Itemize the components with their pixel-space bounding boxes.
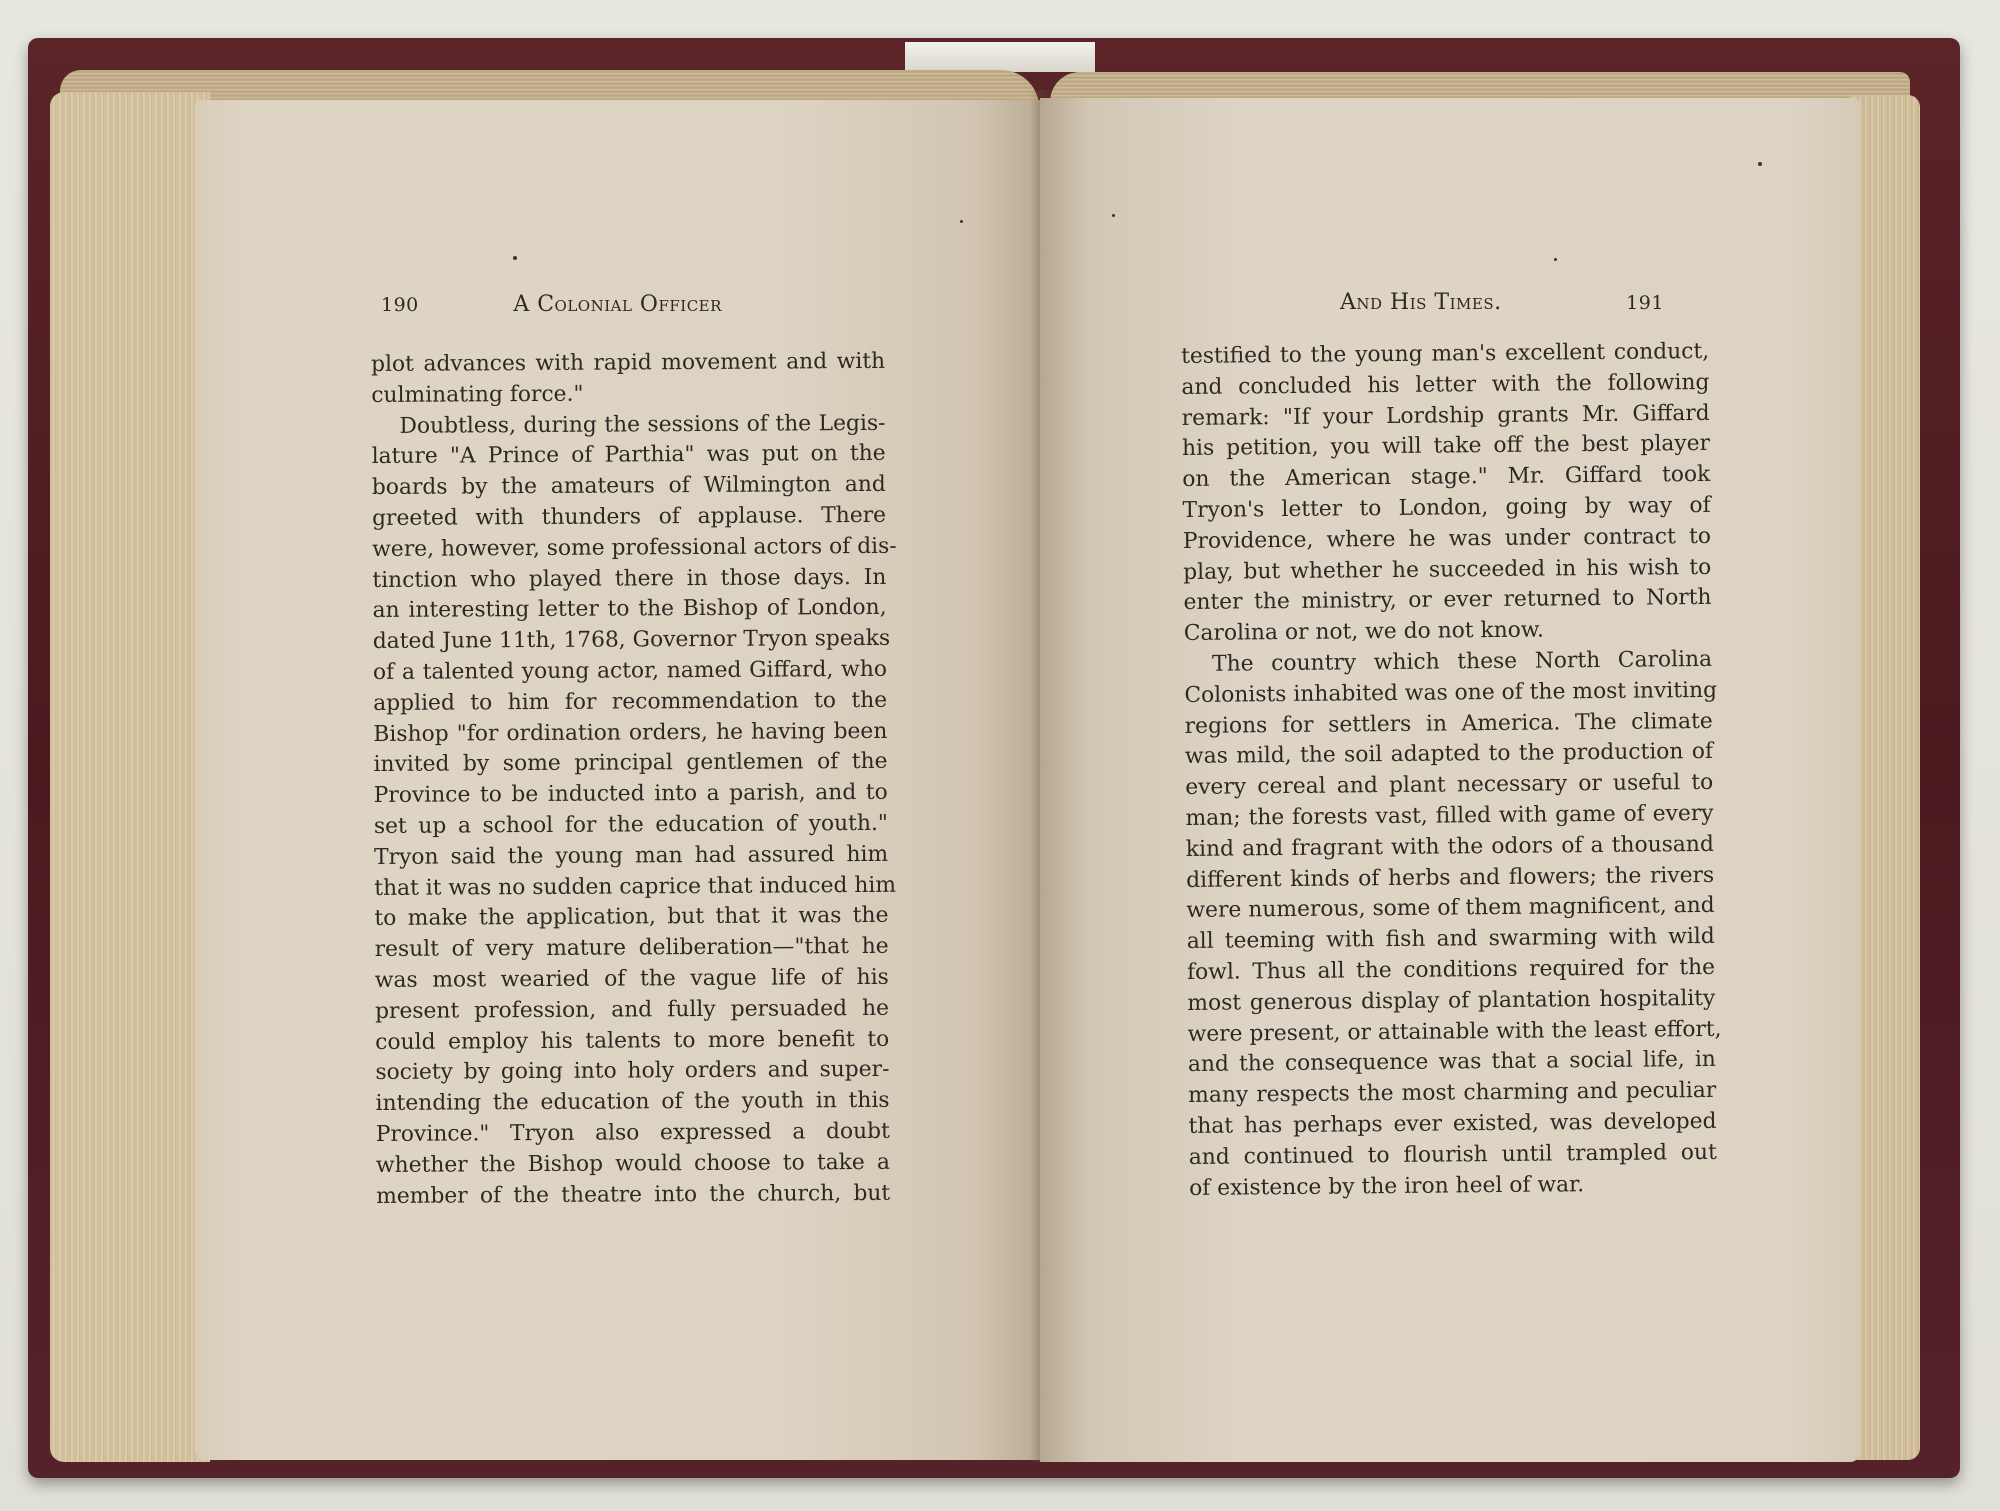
text-line: Province to be inducted into a parish, and to xyxy=(373,780,888,809)
text-line: an interesting letter to the Bishop of London, xyxy=(372,595,887,624)
dust-speck xyxy=(1554,258,1557,261)
text-line: Bishop "for ordination orders, he having been xyxy=(373,718,888,747)
text-line: intending the education of the youth in this xyxy=(375,1087,890,1117)
text-line: was mild, the soil adapted to the production of xyxy=(1184,739,1714,770)
text-line: present profession, and fully persuaded he xyxy=(374,995,890,1024)
text-line: Doubtless, during the sessions of the Legis- xyxy=(399,410,886,439)
text-line: and the consequence was that a social life, in xyxy=(1187,1047,1717,1078)
text-line: of existence by the iron heel of war. xyxy=(1189,1171,1585,1201)
left-page-body xyxy=(371,347,897,1212)
text-line: The country which these North Carolina xyxy=(1211,646,1713,677)
text-line: Colonists inhabited was one of the most inviting xyxy=(1184,677,1718,708)
text-line: to make the application, but that it was the xyxy=(374,903,889,932)
text-line: member of the theatre into the church, but xyxy=(376,1180,891,1209)
text-line: man; the forests vast, filled with game of every xyxy=(1185,800,1714,831)
text-line: were, however, some professional actors of dis- xyxy=(372,533,897,562)
left-page-stack xyxy=(50,92,210,1462)
text-line: all teeming with fish and swarming with wild xyxy=(1186,924,1715,955)
running-title: And His Times. xyxy=(1340,290,1502,315)
text-line: testified to the young man's excellent conduct, xyxy=(1181,338,1710,369)
left-page xyxy=(195,100,1040,1460)
text-line: every cereal and plant necessary or useful to xyxy=(1185,770,1714,801)
right-page xyxy=(1040,98,1860,1462)
dust-speck xyxy=(1112,214,1115,217)
page-number: 191 xyxy=(1626,292,1664,314)
text-line: and continued to flourish until trampled out xyxy=(1188,1139,1717,1170)
text-line: kind and fragrant with the odors of a thousand xyxy=(1185,831,1714,862)
text-line: and concluded his letter with the following xyxy=(1181,369,1710,400)
text-line: applied to him for recommendation to the xyxy=(373,687,888,716)
text-line: lature "A Prince of Parthia" was put on the xyxy=(371,441,886,470)
text-line: were present, or attainable with the least effort, xyxy=(1187,1016,1722,1047)
text-line: his petition, you will take off the best player xyxy=(1181,431,1711,462)
dust-speck xyxy=(513,256,517,260)
text-line: Carolina or not, we do not know. xyxy=(1183,617,1544,647)
text-line: tinction who played there in those days. In xyxy=(372,564,887,593)
text-line: of a talented young actor, named Giffard, who xyxy=(372,656,888,685)
text-line: Tryon's letter to London, going by way of xyxy=(1182,492,1711,523)
text-line: many respects the most charming and peculiar xyxy=(1188,1078,1717,1109)
running-title: A Colonial Officer xyxy=(513,292,722,317)
text-line: regions for settlers in America. The climate xyxy=(1184,708,1713,739)
text-line: that has perhaps ever existed, was developed xyxy=(1188,1108,1717,1139)
text-line: set up a school for the education of youth." xyxy=(373,810,888,839)
text-line: boards by the amateurs of Wilmington and xyxy=(371,472,886,501)
text-line: greeted with thunders of applause. There xyxy=(371,502,887,531)
text-line: different kinds of herbs and flowers; the rivers xyxy=(1186,862,1715,893)
text-line: plot advances with rapid movement and with xyxy=(371,348,886,377)
spine-gap xyxy=(905,42,1095,72)
left-page-header xyxy=(381,292,722,317)
text-line: play, but whether he succeeded in his wish to xyxy=(1183,554,1712,585)
text-line: society by going into holy orders and super- xyxy=(375,1057,890,1086)
text-line: result of very mature deliberation—"that he xyxy=(374,933,889,963)
text-line: on the American stage." Mr. Giffard took xyxy=(1182,462,1711,493)
dust-speck xyxy=(1758,162,1762,166)
text-line: could employ his talents to more benefit to xyxy=(375,1026,890,1055)
text-line: that it was no sudden caprice that induced him xyxy=(374,872,897,901)
right-page-body xyxy=(1181,337,1722,1204)
text-line: were numerous, some of them magnificent, and xyxy=(1186,893,1715,924)
dust-speck xyxy=(960,220,963,223)
text-line: whether the Bishop would choose to take a xyxy=(375,1149,891,1178)
text-line: was most wearied of the vague life of his xyxy=(374,964,889,993)
text-line: Province." Tryon also expressed a doubt xyxy=(375,1118,890,1147)
text-line: culminating force." xyxy=(371,381,584,408)
right-page-stack xyxy=(1850,95,1920,1460)
text-line: dated June 11th, 1768, Governor Tryon speaks xyxy=(372,626,891,655)
page-number: 190 xyxy=(381,294,419,316)
text-line: invited by some principal gentlemen of the xyxy=(373,749,888,778)
text-line: Providence, where he was under contract to xyxy=(1182,523,1712,554)
text-line: remark: "If your Lordship grants Mr. Giffard xyxy=(1181,400,1710,431)
text-line: Tryon said the young man had assured him xyxy=(374,841,889,870)
right-page-header xyxy=(1340,290,1664,315)
text-line: most generous display of plantation hospitality xyxy=(1187,985,1716,1016)
text-line: fowl. Thus all the conditions required for the xyxy=(1186,954,1716,985)
text-line: enter the ministry, or ever returned to North xyxy=(1183,585,1712,616)
